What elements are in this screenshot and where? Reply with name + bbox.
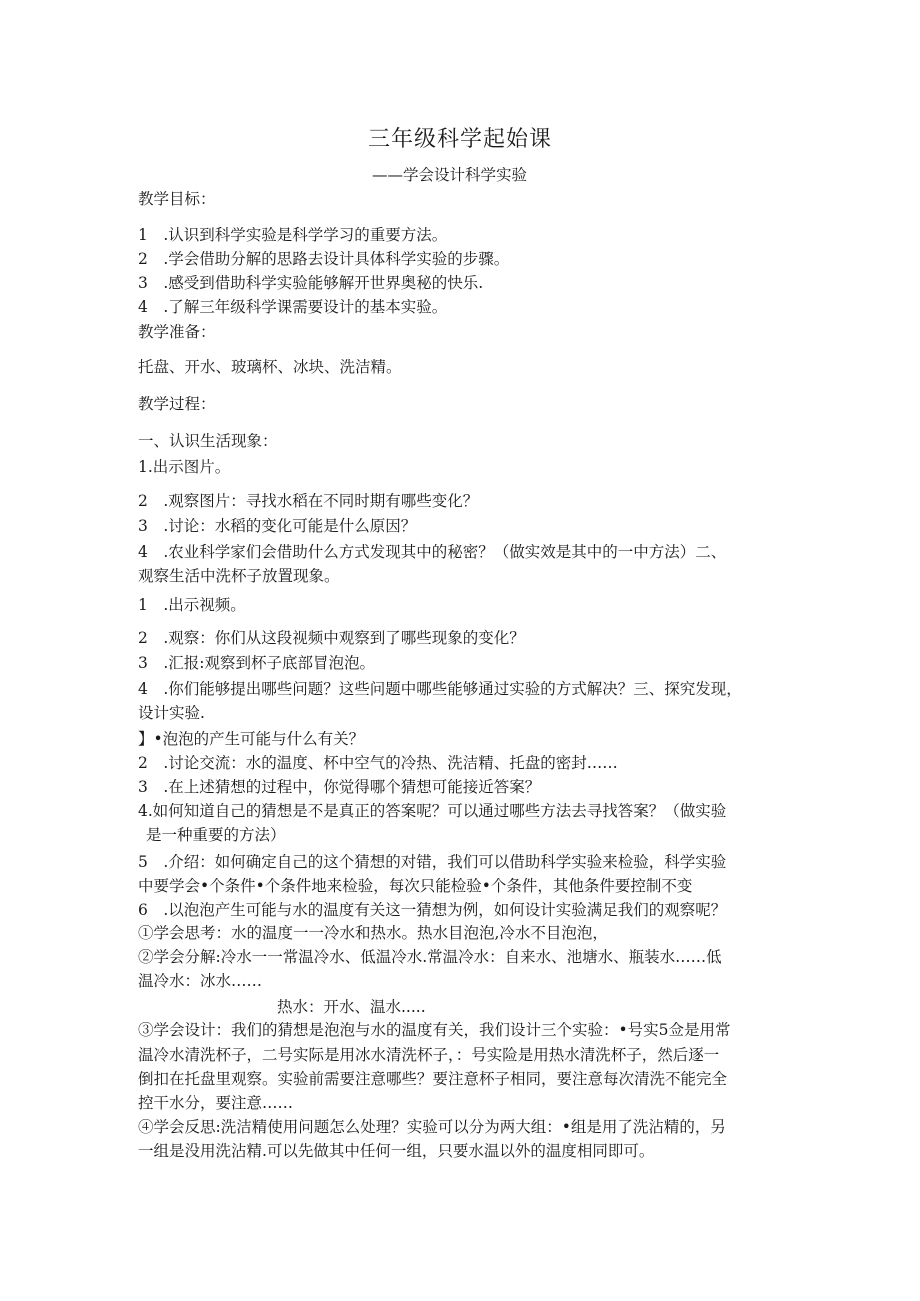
objective-item: 3 .感受到借助科学实验能够解开世界奥秘的快乐.	[138, 274, 484, 292]
process-line: 观察生活中洗杯子放置现象。	[138, 567, 340, 585]
section-heading-preparation: 教学准备：	[138, 323, 216, 341]
process-line: ①学会思考：水的温度一一冷水和热水。热水目泡泡,冷水不目泡泡，	[138, 924, 608, 942]
process-line: 2 .观察图片：寻找水稻在不同时期有哪些变化？	[138, 492, 479, 510]
process-line: 倒扣在托盘里观察。实验前需要注意哪些？要注意杯子相同，要注意每次清洗不能完全	[138, 1070, 728, 1088]
document-title: 三年级科学起始课	[367, 127, 552, 152]
process-line: ④学会反思:洗洁精使用问题怎么处理？实验可以分为两大组：•组是用了洗沾精的，另	[138, 1118, 726, 1136]
objective-item: 2 .学会借助分解的思路去设计具体科学实验的步骤。	[138, 250, 510, 268]
process-line: 4 .农业科学家们会借助什么方式发现其中的秘密？（做实效是其中的一中方法）二、	[138, 543, 727, 561]
process-line: 4 .你们能够提出哪些问题？这些问题中哪些能够通过实验的方式解决？三、探究发现，	[138, 680, 742, 698]
process-line: 2 .讨论交流：水的温度、杯中空气的冷热、洗洁精、托盘的密封……	[138, 754, 618, 772]
process-step-heading: 一、认识生活现象：	[138, 432, 278, 450]
objective-item: 1 .认识到科学实验是科学学习的重要方法。	[138, 226, 448, 244]
process-line: 3 .讨论：水稻的变化可能是什么原因？	[138, 517, 417, 535]
process-line: 6 .以泡泡产生可能与水的温度有关这一猜想为例，如何设计实验满足我们的观察呢？	[138, 901, 727, 919]
process-line: 1 .出示视频。	[138, 596, 246, 614]
process-line: 中要学会•个条件•个条件地来检验，每次只能检验•个条件，其他条件要控制不变	[138, 877, 693, 895]
process-line: 一组是没用洗沾精.可以先做其中任何一组，只要水温以外的温度相同即可。	[138, 1142, 655, 1160]
process-line: 1.出示图片。	[138, 458, 231, 476]
process-line: 是一种重要的方法）	[146, 826, 286, 844]
process-line: 5 .介绍：如何确定自己的这个猜想的对错，我们可以借助科学实验来检验，科学实验	[138, 853, 727, 871]
process-line: 】•泡泡的产生可能与什么有关？	[138, 730, 365, 748]
process-line: ③学会设计：我们的猜想是泡泡与水的温度有关，我们设计三个实验：•号实5佥是用常	[138, 1021, 731, 1039]
process-line: 4.如何知道自己的猜想是不是真正的答案呢？可以通过哪些方法去寻找答案？（做实验	[138, 802, 727, 820]
process-line: 2 .观察：你们从这段视频中观察到了哪些现象的变化？	[138, 629, 525, 647]
process-line: 温冷水清洗杯子，二号实际是用冰水清洗杯子，：号实险是用热水清洗杯子，然后逐一	[138, 1046, 720, 1064]
process-line: 温冷水：冰水……	[138, 972, 263, 990]
process-line: ②学会分解:冷水一一常温冷水、低温冷水.常温冷水：自来水、池塘水、瓶装水……低	[138, 948, 722, 966]
process-line: 3 .在上述猜想的过程中，你觉得哪个猜想可能接近答案？	[138, 778, 541, 796]
objective-item: 4 .了解三年级科学课需要设计的基本实验。	[138, 298, 448, 316]
process-line: 设计实验.	[138, 704, 205, 722]
process-line: 3 .汇报:观察到杯子底部冒泡泡。	[138, 654, 376, 672]
preparation-materials: 托盘、开水、玻璃杯、冰块、洗洁精。	[138, 358, 402, 376]
process-line: 控干水分，要注意……	[138, 1094, 294, 1112]
document-subtitle: ——学会设计科学实验	[372, 166, 528, 184]
section-heading-objectives: 教学目标：	[138, 190, 216, 208]
section-heading-process: 教学过程：	[138, 395, 216, 413]
process-line: 热水：开水、温水.....	[277, 998, 426, 1016]
